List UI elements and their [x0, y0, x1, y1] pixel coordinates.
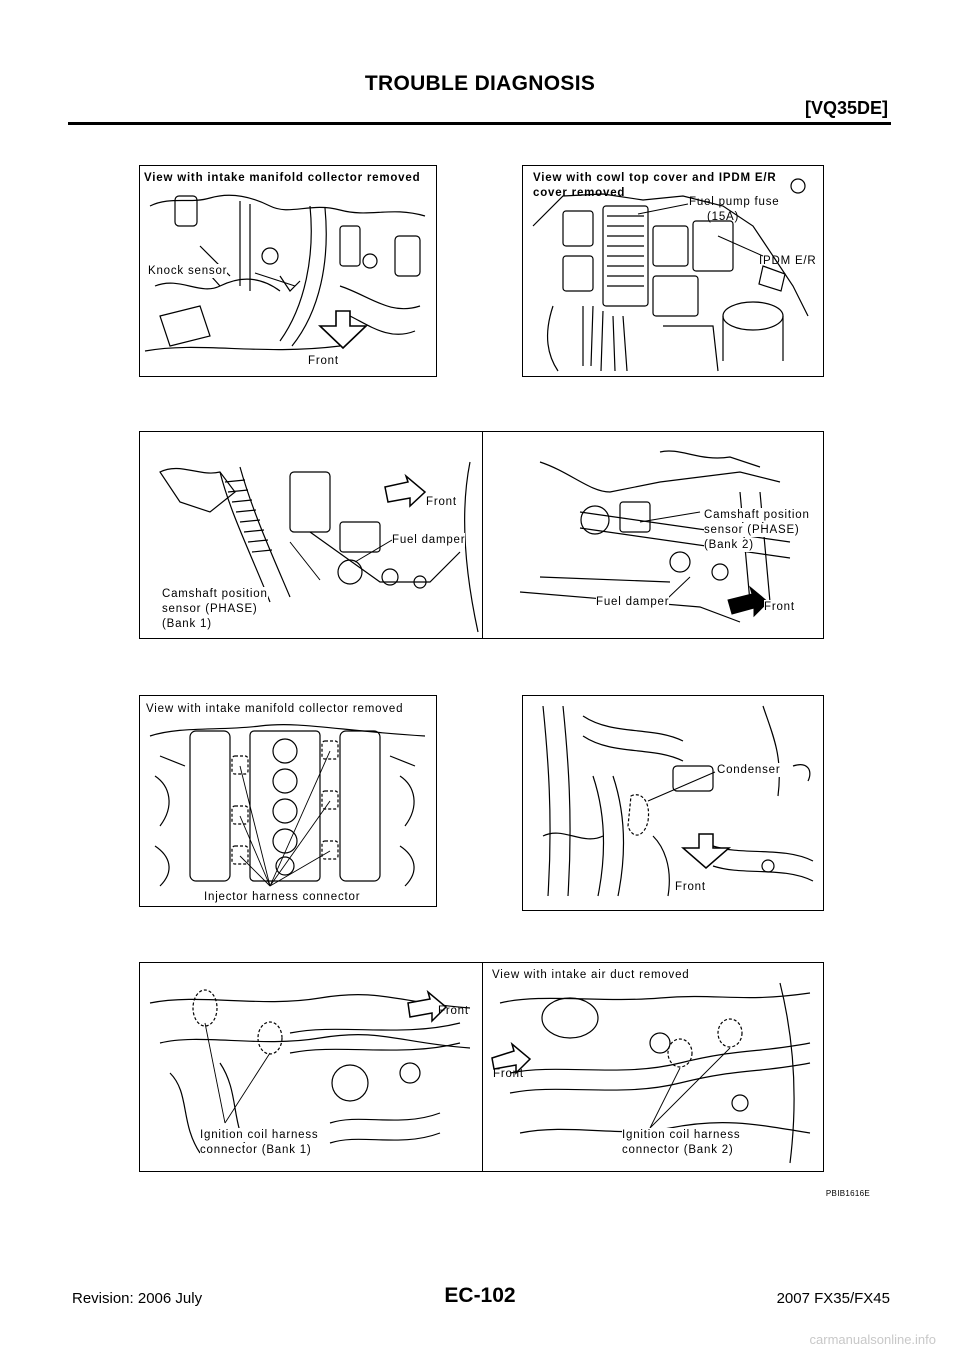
watermark: carmanualsonline.info: [809, 1332, 936, 1347]
condenser-sketch: [523, 696, 823, 910]
label-coil-bank2-2: connector (Bank 2): [622, 1144, 734, 1156]
label-front-right: Front: [764, 601, 795, 613]
figure-injector-harness: [139, 695, 437, 907]
label-front-right: Front: [493, 1068, 524, 1080]
label-front-left: Front: [426, 496, 457, 508]
label-fuel-damper-right: Fuel damper: [596, 596, 670, 608]
page-title: TROUBLE DIAGNOSIS: [364, 72, 596, 95]
injector-sketch: [140, 696, 436, 906]
label-cam-sensor-right-1: Camshaft position: [704, 509, 810, 521]
label-cam-sensor-right-3: (Bank 2): [704, 539, 754, 551]
label-coil-bank2-1: Ignition coil harness: [622, 1129, 741, 1141]
figure-camshaft-sensors: [139, 431, 824, 639]
figure-condenser: [522, 695, 824, 911]
header-rule: [68, 122, 891, 125]
engine-code: [VQ35DE]: [804, 98, 888, 118]
label-cam-sensor-left-2: sensor (PHASE): [162, 603, 258, 615]
label-fuel-pump-fuse: Fuel pump fuse: [689, 196, 780, 208]
label-front: Front: [308, 355, 339, 367]
label-front: Front: [675, 881, 706, 893]
figure-ignition-coil-harness: [139, 962, 824, 1172]
footer-revision: Revision: 2006 July: [72, 1290, 203, 1307]
figure-caption-line-1: View with cowl top cover and IPDM E/R: [533, 172, 777, 184]
label-cam-sensor-left-1: Camshaft position: [162, 588, 268, 600]
page-number: EC-102: [444, 1284, 516, 1307]
label-fuel-damper-left: Fuel damper: [392, 534, 466, 546]
label-ipdm-er: IPDM E/R: [759, 255, 817, 267]
label-condenser: Condenser: [717, 764, 781, 776]
label-coil-bank1-1: Ignition coil harness: [200, 1129, 319, 1141]
label-front-left: Front: [438, 1005, 469, 1017]
label-cam-sensor-left-3: (Bank 1): [162, 618, 212, 630]
label-knock-sensor: Knock sensor: [148, 265, 228, 277]
label-fuse-rating: (15A): [707, 211, 740, 223]
figure-knock-sensor: [139, 165, 437, 377]
footer-model: 2007 FX35/FX45: [776, 1290, 890, 1307]
label-cam-sensor-right-2: sensor (PHASE): [704, 524, 800, 536]
figure-caption: View with intake manifold collector removed: [144, 172, 421, 184]
figure-caption: View with intake manifold collector removed: [146, 703, 404, 715]
figure-fuel-pump-fuse: [522, 165, 824, 377]
figure-caption-right: View with intake air duct removed: [492, 969, 690, 981]
figure-code: PBIB1616E: [825, 1189, 870, 1198]
figure-caption-line-2: cover removed: [533, 187, 626, 199]
label-injector-harness: Injector harness connector: [204, 891, 361, 903]
label-coil-bank1-2: connector (Bank 1): [200, 1144, 312, 1156]
